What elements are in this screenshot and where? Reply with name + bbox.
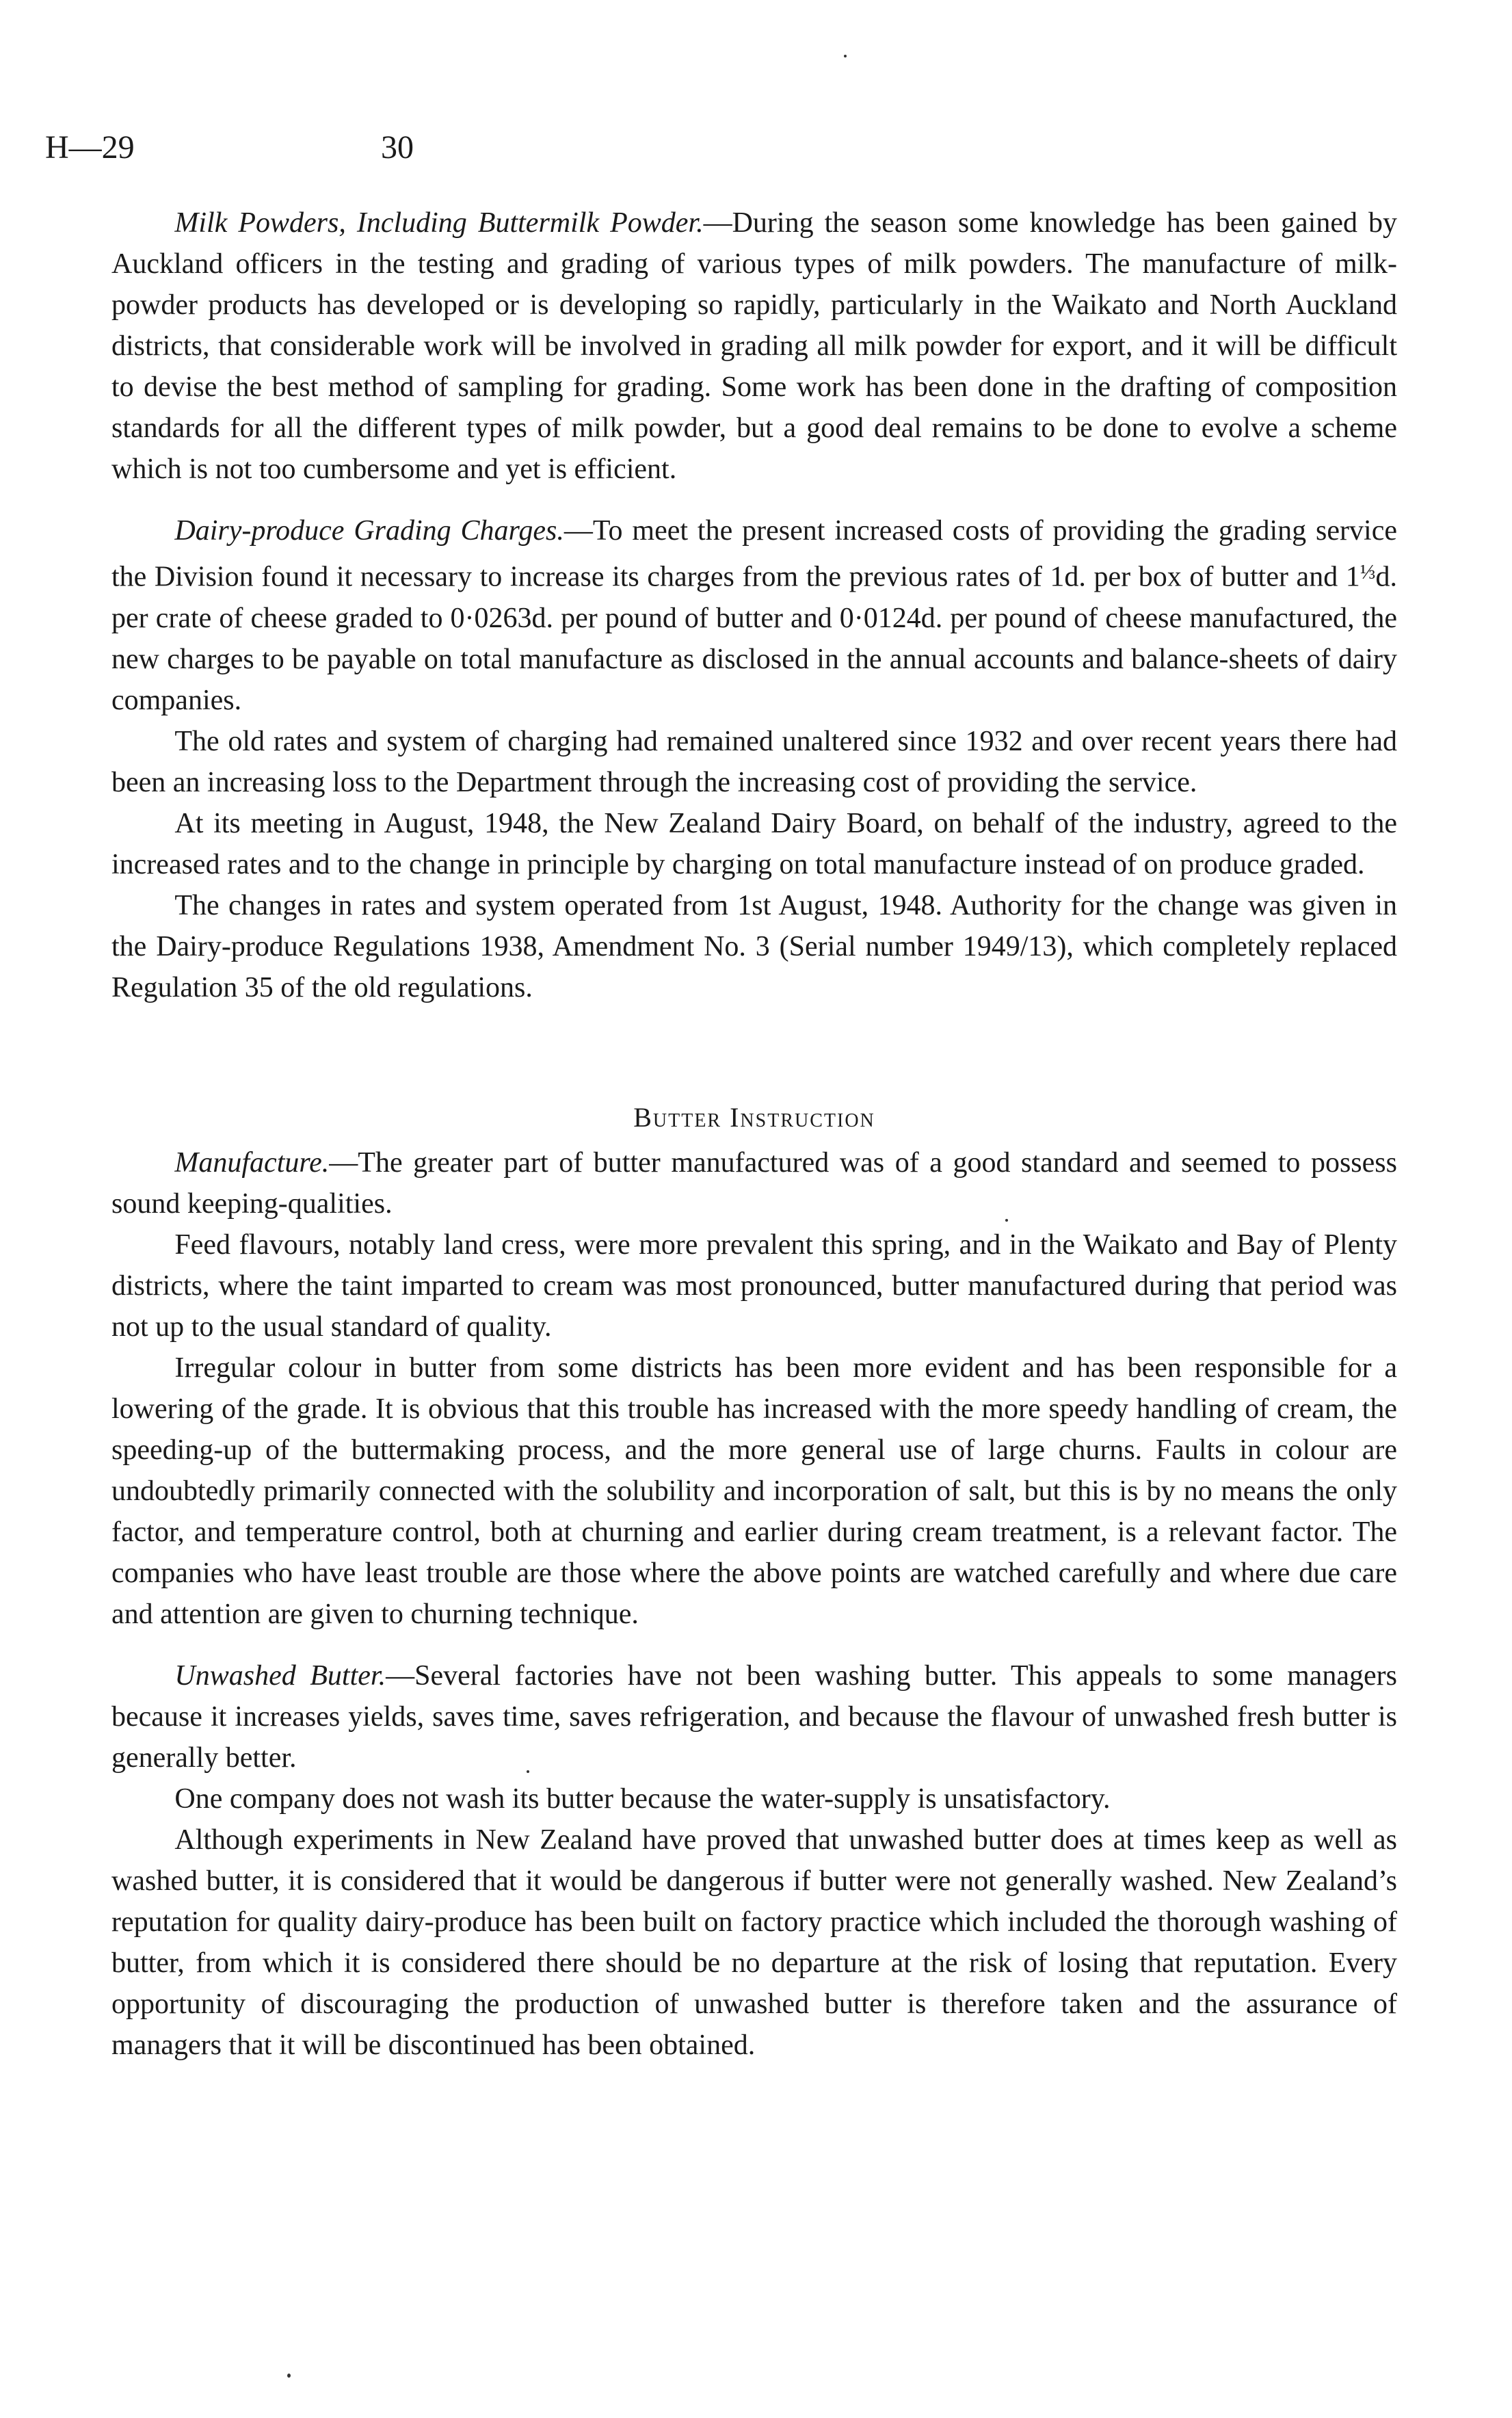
paragraph-text: —Several factories have not been washing butter. This appeals to some managers because it increases yields, saves time, saves refrigeration, and because the flavour of unwashed fresh butter is generally better. (111, 1659, 1397, 1774)
paragraph-grading-charges (111, 510, 1397, 721)
paragraph-heading: Dairy-produce Grading Charges. (174, 515, 564, 547)
paragraph-heading: Milk Powders, Including Buttermilk Powder. (174, 207, 704, 239)
fraction: ⅓ (1360, 560, 1376, 583)
paragraph-dairy-board-meeting: At its meeting in August, 1948, the New Zealand Dairy Board, on behalf of the industry, agreed to the increased rates and to the change in principle by charging on total manufacture instead of on produce graded. (111, 807, 1397, 880)
scan-speck (287, 2374, 291, 2378)
paragraph-changes-operated: The changes in rates and system operated from 1st August, 1948. Authority for the change was given in the Dairy-produce Regulations 1938, Amendment No. 3 (Serial number 1949/13), which completely replaced Regulation 35 of the old regulations. (111, 889, 1397, 1003)
paragraph-text: —During the season some knowledge has been gained by Auckland officers in the testing and grading of various types of milk powders. The manufacture of milk-powder products has developed or is developing so rapidly, particularly in the Waikato and North Auckland districts, that considerable work will be involved in grading all milk powder for export, and it will be difficult to devise the best method of sampling for grading. Some work has been done in the drafting of composition standards for all the different types of milk powder, but a good deal remains to be done to evolve a scheme which is not too cumbersome and yet is efficient. (111, 207, 1397, 485)
paragraph-irregular-colour: Irregular colour in butter from some districts has been more evident and has been responsible for a lowering of the grade. It is obvious that this trouble has increased with the more speedy handling of cream, the speeding-up of the buttermaking process, and the more general use of large churns. Faults in colour are undoubtedly primarily connected with the solubility and incorporation of salt, but this is by no means the only factor, and temperature control, both at churning and earlier during cream treatment, is a relevant factor. The companies who have least trouble are those where the above points are watched carefully and where due care and attention are given to churning technique. (111, 1352, 1397, 1630)
page-header (45, 127, 750, 168)
paragraph-text: —The greater part of butter manufactured was of a good standard and seemed to possess sound keeping-qualities. (111, 1146, 1397, 1220)
paragraph-one-company: One company does not wash its butter because the water-supply is unsatisfactory. (174, 1783, 1111, 1815)
paragraph-heading: Manufacture. (174, 1146, 330, 1179)
section-title: Butter Instruction (633, 1101, 875, 1133)
paragraph-manufacture (111, 1142, 1397, 1224)
paragraph-unwashed-butter (111, 1655, 1397, 1778)
paragraph-experiments: Although experiments in New Zealand have proved that unwashed butter does at times keep as well as washed butter, it is considered that it would be dangerous if butter were not generally washed. New Zealand’s reputation for quality dairy-produce has been built on factory practice which included the thorough washing of butter, from which it is considered there should be no departure at the risk of losing that reputation. Every opportunity of discouraging the production of unwashed butter is therefore taken and the assurance of managers that it will be discontinued has been obtained. (111, 1824, 1397, 2061)
paragraph-milk-powders (111, 202, 1397, 490)
paragraph-text: —To meet the present increased costs of providing the grading service the Division found it necessary to increase its charges from the previous rates of 1d. per box of butter and 1 (111, 515, 1397, 593)
paragraph-feed-flavours: Feed flavours, notably land cress, were more prevalent this spring, and in the Waikato and Bay of Plenty districts, where the taint imparted to cream was most pronounced, butter manufactured during that period was not up to the usual standard of quality. (111, 1228, 1397, 1343)
paragraph-heading: Unwashed Butter. (174, 1659, 386, 1692)
scan-speck (844, 55, 847, 57)
document-reference: H—29 (45, 129, 135, 166)
page-number: 30 (381, 129, 414, 166)
paragraph-text: d. per crate of cheese graded to 0·0263d. per pound of butter and 0·0124d. per pound of cheese manufactured, the new charges to be payable on total manufacture as disclosed in the annual accounts and balance-sheets of dairy companies. (111, 561, 1397, 716)
document-body (111, 202, 1397, 2066)
paragraph-old-rates: The old rates and system of charging had remained unaltered since 1932 and over recent years there had been an increasing loss to the Department through the increasing cost of providing the service. (111, 725, 1397, 798)
